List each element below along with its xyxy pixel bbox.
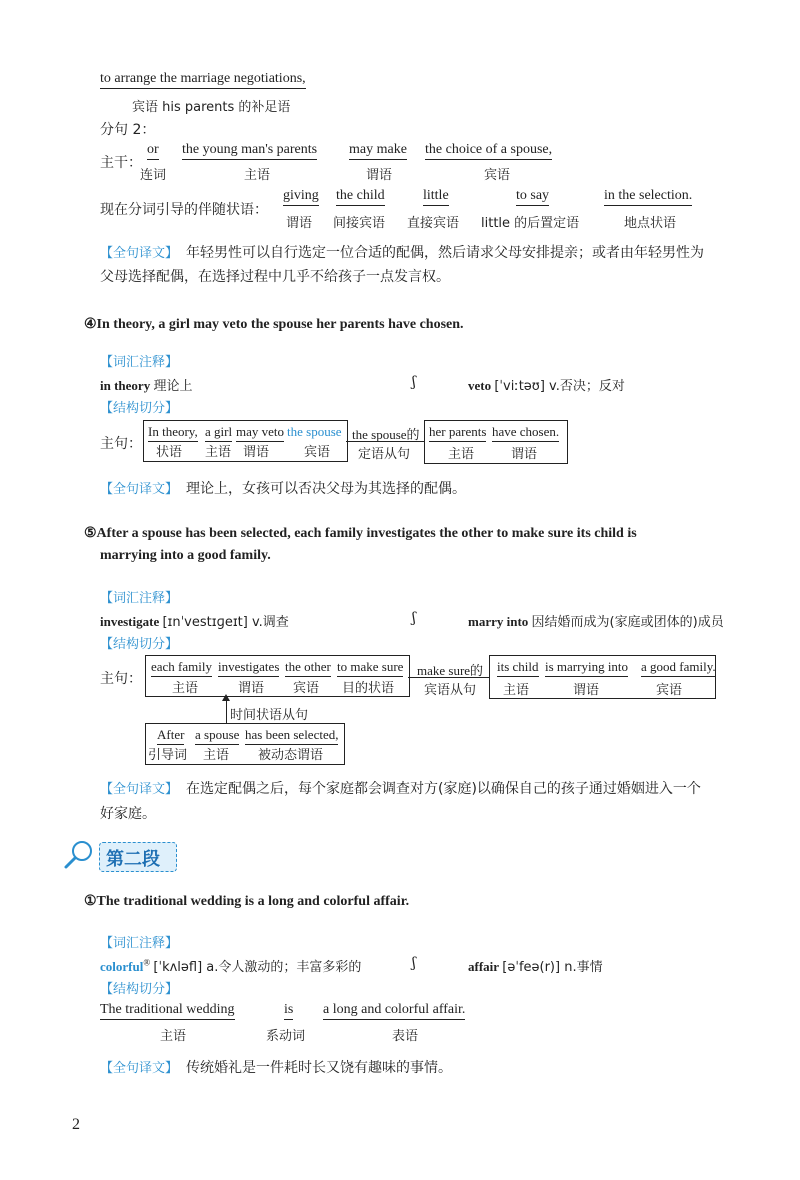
arrow-up-icon bbox=[222, 694, 230, 701]
sentence-heading: ④In theory, a girl may veto the spouse her parents have chosen. bbox=[84, 317, 464, 332]
note: 宾语 bbox=[656, 683, 683, 698]
note: 宾语 his parents 的补足语 bbox=[132, 100, 291, 115]
part-object: the choice of a spouse, bbox=[425, 142, 552, 160]
vocab-def: 因结婚而成为(家庭或团体的)成员 bbox=[531, 615, 724, 630]
vocab-entry bbox=[100, 375, 192, 394]
vocab-entry bbox=[100, 611, 289, 630]
sentence-heading: ①The traditional wedding is a long and colorful affair. bbox=[84, 894, 410, 909]
note: 谓语 bbox=[511, 447, 538, 462]
note: 谓语 bbox=[286, 216, 313, 231]
note: 状语 bbox=[156, 445, 183, 460]
note: 宾语 bbox=[293, 681, 320, 696]
vocab-def: [ˈkʌləfl] a.令人激动的；丰富多彩的 bbox=[153, 960, 362, 975]
part: a spouse bbox=[195, 727, 239, 745]
link-label: the spouse的 bbox=[352, 427, 420, 442]
part-highlight: the spouse bbox=[287, 424, 342, 439]
part-child: the child bbox=[336, 188, 385, 206]
part: is bbox=[284, 1002, 293, 1020]
translation-tag: 【全句译文】 bbox=[100, 482, 179, 497]
vocab-entry bbox=[468, 956, 603, 975]
struct-tag: 【结构切分】 bbox=[100, 982, 179, 997]
translation: 传统婚礼是一件耗时长又饶有趣味的事情。 bbox=[186, 1060, 452, 1076]
vocab-word: investigate bbox=[100, 614, 160, 629]
vocab-word: veto bbox=[468, 378, 492, 393]
separator-icon: ʃ bbox=[412, 610, 416, 626]
note: 地点状语 bbox=[624, 216, 677, 231]
part: have chosen. bbox=[492, 424, 559, 442]
part-giving: giving bbox=[283, 188, 319, 206]
note: 表语 bbox=[392, 1029, 419, 1044]
note: 谓语 bbox=[366, 168, 393, 183]
vocab-word: in theory bbox=[100, 378, 151, 393]
note: 主语 bbox=[205, 445, 232, 460]
link-note: 宾语从句 bbox=[424, 683, 477, 698]
note: 谓语 bbox=[238, 681, 265, 696]
part: the other bbox=[285, 659, 331, 677]
note: 主语 bbox=[503, 683, 530, 698]
vocab-def: 理论上 bbox=[153, 379, 193, 394]
translation: 年轻男性可以自行选定一位合适的配偶，然后请求父母安排提亲；或者由年轻男性为 bbox=[186, 245, 704, 261]
part: The traditional wedding bbox=[100, 1002, 235, 1020]
note: 谓语 bbox=[243, 445, 270, 460]
note: 目的状语 bbox=[342, 681, 395, 696]
part: has been selected, bbox=[245, 727, 338, 745]
note: 主语 bbox=[244, 168, 271, 183]
part: its child bbox=[497, 659, 539, 677]
frequency-mark-icon: ® bbox=[143, 957, 151, 968]
vocab-def: [ˈviːtəʊ] v.否决；反对 bbox=[494, 379, 625, 394]
translation-tag: 【全句译文】 bbox=[100, 246, 179, 261]
part: investigates bbox=[218, 659, 279, 677]
note: 被动态谓语 bbox=[258, 748, 324, 763]
vocab-tag: 【词汇注释】 bbox=[100, 591, 179, 606]
vocab-word: marry into bbox=[468, 614, 529, 629]
arrow-label: 时间状语从句 bbox=[230, 708, 309, 723]
part: After bbox=[157, 727, 184, 745]
link-label: make sure的 bbox=[417, 663, 484, 678]
part: a long and colorful affair. bbox=[323, 1002, 465, 1020]
part-selection: in the selection. bbox=[604, 188, 692, 206]
note: 直接宾语 bbox=[407, 216, 460, 231]
link-line bbox=[408, 677, 489, 678]
clause-label: 分句 2： bbox=[100, 122, 156, 138]
part: In theory, bbox=[148, 424, 198, 442]
struct-tag: 【结构切分】 bbox=[100, 637, 179, 652]
vocab-entry bbox=[100, 956, 361, 975]
part: a girl bbox=[205, 424, 232, 442]
main-label: 主句： bbox=[100, 671, 142, 687]
link-line bbox=[346, 441, 424, 442]
note: 主语 bbox=[203, 748, 230, 763]
sentence-heading: ⑤After a spouse has been selected, each family investigates the other to make sure its child is bbox=[84, 526, 637, 541]
magnifier-icon bbox=[62, 838, 96, 876]
link-note: 定语从句 bbox=[358, 447, 411, 462]
translation: 父母选择配偶，在选择过程中几乎不给孩子一点发言权。 bbox=[100, 269, 450, 285]
participle-label: 现在分词引导的伴随状语： bbox=[100, 202, 268, 218]
translation-tag: 【全句译文】 bbox=[100, 782, 179, 797]
translation: 理论上，女孩可以否决父母为其选择的配偶。 bbox=[186, 481, 466, 497]
vocab-def: [əˈfeə(r)] n.事情 bbox=[502, 960, 603, 975]
part-little: little bbox=[423, 188, 449, 206]
vocab-word: colorful bbox=[100, 959, 144, 974]
vocab-word: affair bbox=[468, 959, 500, 974]
part: each family bbox=[151, 659, 212, 677]
translation: 好家庭。 bbox=[100, 806, 156, 822]
note: 宾语 bbox=[304, 445, 331, 460]
separator-icon: ʃ bbox=[412, 374, 416, 390]
part-verb: may make bbox=[349, 142, 407, 160]
note: 引导词 bbox=[148, 748, 188, 763]
part: may veto bbox=[236, 424, 284, 442]
note: 宾语 bbox=[484, 168, 511, 183]
note: little 的后置定语 bbox=[481, 216, 580, 231]
struct-tag: 【结构切分】 bbox=[100, 401, 179, 416]
note: 系动词 bbox=[266, 1029, 306, 1044]
main-label: 主句： bbox=[100, 436, 142, 452]
note: 主语 bbox=[160, 1029, 187, 1044]
vocab-tag: 【词汇注释】 bbox=[100, 355, 179, 370]
part: is marrying into bbox=[545, 659, 628, 677]
page-number: 2 bbox=[72, 1116, 80, 1133]
part-subject: the young man's parents bbox=[182, 142, 317, 160]
vocab-def: [ɪnˈvestɪɡeɪt] v.调查 bbox=[162, 615, 289, 630]
vocab-entry bbox=[468, 375, 625, 394]
note: 连词 bbox=[140, 168, 167, 183]
vocab-entry bbox=[468, 611, 724, 630]
note: 主语 bbox=[448, 447, 475, 462]
main-label: 主干： bbox=[100, 155, 142, 171]
part: to make sure bbox=[337, 659, 403, 677]
text-line: to arrange the marriage negotiations, bbox=[100, 71, 306, 89]
sentence-heading: marrying into a good family. bbox=[100, 548, 271, 563]
part: her parents bbox=[429, 424, 486, 442]
part-to-say: to say bbox=[516, 188, 549, 206]
separator-icon: ʃ bbox=[412, 955, 416, 971]
part: a good family. bbox=[641, 659, 716, 677]
section-heading: 第二段 bbox=[106, 849, 160, 870]
part-or: or bbox=[147, 142, 159, 160]
vocab-tag: 【词汇注释】 bbox=[100, 936, 179, 951]
note: 主语 bbox=[172, 681, 199, 696]
note: 间接宾语 bbox=[333, 216, 386, 231]
note: 谓语 bbox=[573, 683, 600, 698]
translation-tag: 【全句译文】 bbox=[100, 1061, 179, 1076]
translation: 在选定配偶之后，每个家庭都会调查对方(家庭)以确保自己的孩子通过婚姻进入一个 bbox=[186, 781, 701, 797]
